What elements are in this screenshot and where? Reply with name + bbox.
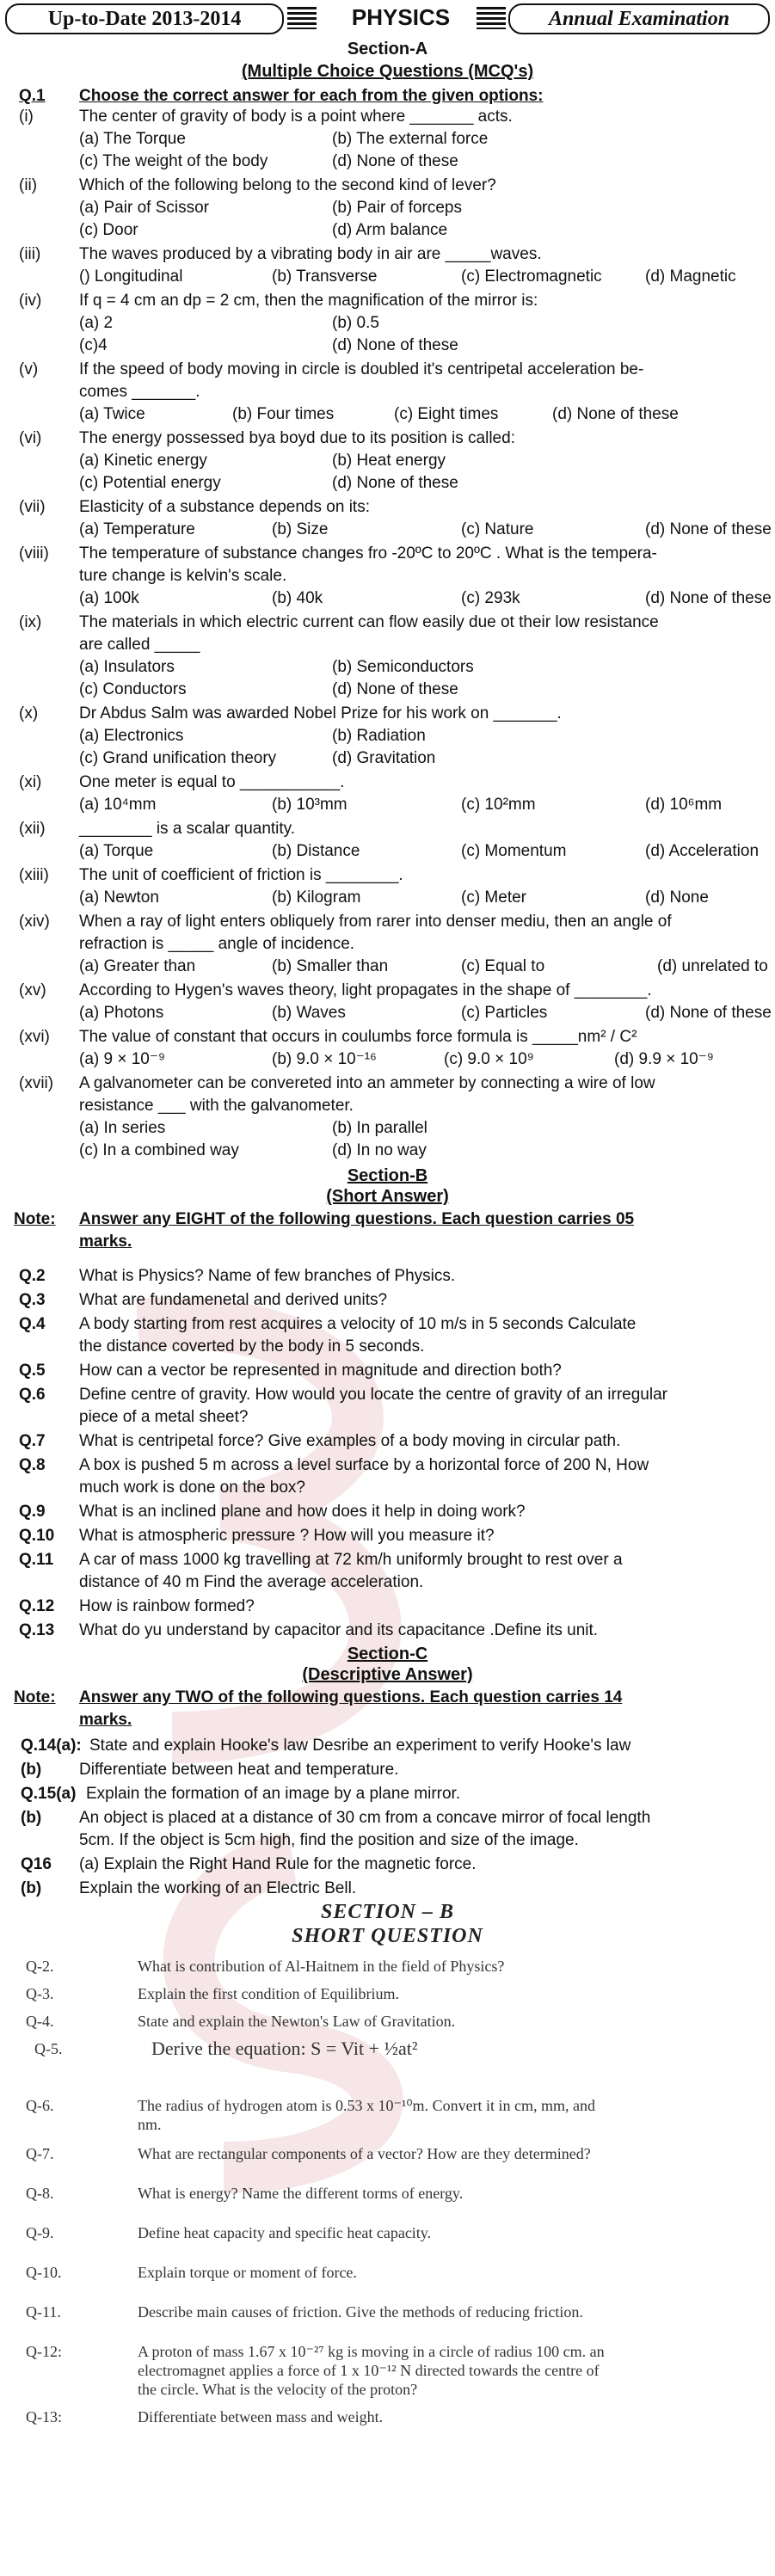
part2-question-text: What is energy? Name the different torms of energy. (138, 2185, 464, 2202)
mcq-option: (a) Temperature (79, 520, 195, 538)
mcq-option: (d) 9.9 × 10⁻⁹ (614, 1050, 714, 1068)
short-question-number: Q.13 (19, 1621, 55, 1639)
mcq-option: (c) In a combined way (79, 1141, 239, 1159)
part2-question-number: Q-4. (26, 2013, 54, 2030)
mcq-option: (c) Particles (461, 1004, 548, 1022)
section-b-subtitle: (Short Answer) (326, 1187, 449, 1206)
mcq-option: (a) 100k (79, 589, 139, 607)
part2-question-number: Q-5. (34, 2040, 63, 2057)
mcq-number: (iii) (19, 245, 41, 263)
long-question-text: An object is placed at a distance of 30 cm from a concave mirror of focal length (79, 1809, 651, 1827)
long-question-number: Q.14(a): (21, 1737, 82, 1755)
part2-question-text: the circle. What is the velocity of the proton? (138, 2381, 418, 2398)
mcq-option: (c) Electromagnetic (461, 267, 602, 286)
short-question-number: Q.5 (19, 1362, 46, 1380)
mcq-question-text: The waves produced by a vibrating body in air are _____waves. (79, 245, 542, 263)
long-question-text: 5cm. If the object is 5cm high, find the position and size of the image. (79, 1831, 579, 1849)
mcq-question-text: resistance ___ with the galvanometer. (79, 1097, 354, 1115)
mcq-option: (b) 10³mm (272, 796, 348, 814)
mcq-option: (c) Grand unification theory (79, 749, 277, 767)
mcq-number: (xi) (19, 773, 42, 791)
long-question-number: Q16 (21, 1855, 52, 1873)
mcq-question-text: If q = 4 cm an dp = 2 cm, then the magnification of the mirror is: (79, 292, 538, 310)
part2-question-text: Describe main causes of friction. Give the methods of reducing friction. (138, 2303, 583, 2321)
mcq-option: (c)4 (79, 336, 108, 354)
long-question-text: (a) Explain the Right Hand Rule for the magnetic force. (79, 1855, 477, 1873)
mcq-option: (a) Electronics (79, 727, 184, 745)
long-question-text: Explain the formation of an image by a plane mirror. (86, 1785, 461, 1803)
mcq-option: (c) Nature (461, 520, 534, 538)
mcq-option: (d) None of these (332, 680, 458, 698)
mcq-option: (d) None of these (332, 474, 458, 492)
mcq-option: (a) Greater than (79, 957, 196, 975)
mcq-question-text: Dr Abdus Salm was awarded Nobel Prize for his work on _______. (79, 704, 562, 722)
short-question-number: Q.10 (19, 1527, 55, 1545)
short-question-number: Q.3 (19, 1291, 46, 1309)
part2-question-number: Q-13: (26, 2408, 62, 2425)
long-question-number: (b) (21, 1809, 42, 1827)
mcq-number: (vi) (19, 429, 42, 447)
mcq-question-text: The materials in which electric current can flow easily due ot their low resistance (79, 613, 659, 631)
part2-question-text: Derive the equation: S = Vit + ½at² (151, 2038, 418, 2059)
mcq-number: (vii) (19, 498, 46, 516)
short-question-text: How can a vector be represented in magnitude and direction both? (79, 1362, 562, 1380)
mcq-question-text: The value of constant that occurs in coulumbs force formula is _____nm² / C² (79, 1028, 637, 1046)
mcq-option: (a) Pair of Scissor (79, 199, 209, 217)
part2-question-text: A proton of mass 1.67 x 10⁻²⁷ kg is moving in a circle of radius 100 cm. an (138, 2343, 605, 2360)
short-question-text: A box is pushed 5 m across a level surface by a horizontal force of 200 N, How (79, 1456, 649, 1474)
section-b-title: Section-B (347, 1166, 428, 1185)
short-question-text: much work is done on the box? (79, 1479, 305, 1497)
mcq-option: (c) Eight times (394, 405, 499, 423)
short-question-number: Q.8 (19, 1456, 46, 1474)
short-question-text: piece of a metal sheet? (79, 1408, 249, 1426)
mcq-number: (iv) (19, 292, 42, 310)
part2-question-number: Q-12: (26, 2343, 62, 2360)
q1-label: Q.1 (19, 87, 46, 105)
mcq-option: (b) Semiconductors (332, 658, 474, 676)
mcq-option: (d) None (645, 888, 709, 907)
section-a-subtitle: (Multiple Choice Questions (MCQ's) (241, 62, 534, 81)
mcq-question-text: A galvanometer can be convereted into an ammeter by connecting a wire of low (79, 1074, 655, 1092)
mcq-option: (a) 10⁴mm (79, 796, 157, 814)
mcq-option: (b) The external force (332, 130, 489, 148)
mcq-option: (d) None of these (645, 520, 772, 538)
mcq-option: (c) 9.0 × 10⁹ (444, 1050, 534, 1068)
header-banner (5, 3, 770, 34)
short-question-text: A body starting from rest acquires a velocity of 10 m/s in 5 seconds Calculate (79, 1315, 637, 1333)
part2-question-text: Define heat capacity and specific heat capacity. (138, 2224, 432, 2241)
part2-subtitle: SHORT QUESTION (292, 1925, 483, 1947)
short-question-text: What is Physics? Name of few branches of Physics. (79, 1267, 456, 1285)
mcq-number: (xvi) (19, 1028, 50, 1046)
long-question-number: (b) (21, 1761, 42, 1779)
mcq-number: (x) (19, 704, 39, 722)
short-question-text: A car of mass 1000 kg travelling at 72 km/h uniformly brought to rest over a (79, 1551, 623, 1569)
mcq-question-text: Which of the following belong to the second kind of lever? (79, 176, 496, 194)
mcq-option: (d) Gravitation (332, 749, 436, 767)
short-question-text: What is an inclined plane and how does it help in doing work? (79, 1503, 526, 1521)
mcq-option: (a) In series (79, 1119, 166, 1137)
part2-question-text: Explain torque or moment of force. (138, 2264, 357, 2281)
section-b-note-cont: marks. (79, 1233, 132, 1251)
header-exam-label: Annual Examination (508, 3, 770, 34)
mcq-option: (b) Heat energy (332, 452, 446, 470)
short-question-text: the distance coverted by the body in 5 seconds. (79, 1337, 425, 1356)
mcq-option: (a) Newton (79, 888, 159, 907)
part2-question-text: What is contribution of Al-Haitnem in the field of Physics? (138, 1958, 505, 1975)
mcq-option: (c) 10²mm (461, 796, 536, 814)
mcq-option: (b) Smaller than (272, 957, 389, 975)
mcq-question-text: Elasticity of a substance depends on its: (79, 498, 370, 516)
part2-question-number: Q-6. (26, 2097, 54, 2114)
mcq-option: (c) Conductors (79, 680, 187, 698)
part2-question-text: State and explain the Newton's Law of Gravitation. (138, 2013, 456, 2030)
mcq-option: (d) 10⁶mm (645, 796, 723, 814)
mcq-question-text: refraction is _____ angle of incidence. (79, 935, 355, 953)
mcq-option: (d) None of these (332, 336, 458, 354)
q1-instruction: Choose the correct answer for each from the given options: (79, 87, 544, 105)
mcq-option: (b) Kilogram (272, 888, 361, 907)
short-question-text: distance of 40 m Find the average acceleration. (79, 1573, 424, 1591)
mcq-option: (b) Four times (232, 405, 335, 423)
mcq-option: (b) Pair of forceps (332, 199, 462, 217)
mcq-option: (d) Magnetic (645, 267, 736, 286)
mcq-option: (a) Twice (79, 405, 145, 423)
mcq-option: (d) None of these (645, 1004, 772, 1022)
mcq-option: (b) 9.0 × 10⁻¹⁶ (272, 1050, 377, 1068)
mcq-option: (b) 0.5 (332, 314, 379, 332)
part2-question-number: Q-9. (26, 2224, 54, 2241)
section-b-note-label: Note: (14, 1210, 56, 1228)
mcq-option: (d) unrelated to (657, 957, 768, 975)
mcq-option: (a) Photons (79, 1004, 164, 1022)
mcq-option: (c) Momentum (461, 842, 567, 860)
mcq-number: (xv) (19, 981, 46, 999)
mcq-number: (xvii) (19, 1074, 54, 1092)
part2-question-number: Q-7. (26, 2145, 54, 2162)
mcq-number: (v) (19, 360, 39, 378)
section-c-subtitle: (Descriptive Answer) (302, 1665, 473, 1684)
mcq-option: (d) Acceleration (645, 842, 760, 860)
mcq-option: (c) 293k (461, 589, 520, 607)
long-question-number: Q.15(a) (21, 1785, 77, 1803)
section-b-note: Answer any EIGHT of the following questions. Each question carries 05 (79, 1210, 635, 1228)
mcq-number: (ii) (19, 176, 38, 194)
header-subject: PHYSICS (351, 4, 451, 30)
short-question-text: How is rainbow formed? (79, 1597, 255, 1615)
mcq-number: (xiii) (19, 866, 49, 884)
mcq-question-text: One meter is equal to ___________. (79, 773, 345, 791)
part2-question-number: Q-3. (26, 1985, 54, 2002)
mcq-number: (viii) (19, 544, 49, 563)
part2-title: SECTION – B (320, 1901, 455, 1923)
mcq-option: (d) None of these (552, 405, 679, 423)
mcq-option: (b) 40k (272, 589, 323, 607)
short-question-text: What are fundamenetal and derived units? (79, 1291, 388, 1309)
mcq-option: (b) Waves (272, 1004, 346, 1022)
mcq-option: (b) Distance (272, 842, 360, 860)
section-c-note-cont: marks. (79, 1711, 132, 1729)
mcq-question-text: comes _______. (79, 383, 200, 401)
short-question-number: Q.11 (19, 1551, 54, 1569)
mcq-option: (c) The weight of the body (79, 152, 268, 170)
short-question-text: What do yu understand by capacitor and its capacitance .Define its unit. (79, 1621, 599, 1639)
header-year-label: Up-to-Date 2013-2014 (5, 3, 284, 34)
mcq-question-text: If the speed of body moving in circle is doubled it's centripetal acceleration be- (79, 360, 644, 378)
mcq-number: (xii) (19, 820, 46, 838)
section-c-title: Section-C (347, 1645, 428, 1663)
part2-question-number: Q-8. (26, 2185, 54, 2202)
mcq-option: (a) The Torque (79, 130, 186, 148)
short-question-number: Q.4 (19, 1315, 46, 1333)
short-question-text: What is centripetal force? Give examples of a body moving in circular path. (79, 1432, 621, 1450)
mcq-number: (ix) (19, 613, 42, 631)
long-question-number: (b) (21, 1879, 42, 1897)
mcq-option: (d) Arm balance (332, 221, 448, 239)
part2-question-number: Q-10. (26, 2264, 62, 2281)
mcq-option: (a) 9 × 10⁻⁹ (79, 1050, 166, 1068)
long-question-text: Differentiate between heat and temperature. (79, 1761, 399, 1779)
part2-question-text: What are rectangular components of a vector? How are they determined? (138, 2145, 591, 2162)
mcq-option: (c) Meter (461, 888, 526, 907)
mcq-question-text: When a ray of light enters obliquely from rarer into denser mediu, then an angle of (79, 913, 672, 931)
mcq-question-text: The unit of coefficient of friction is ________. (79, 866, 403, 884)
mcq-option: (a) 2 (79, 314, 114, 332)
short-question-text: What is atmospheric pressure ? How will you measure it? (79, 1527, 495, 1545)
header-stripes-right (477, 7, 506, 29)
part2-question-text: electromagnet applies a force of 1 x 10⁻¹² N directed towards the centre of (138, 2362, 600, 2379)
mcq-option: (c) Door (79, 221, 138, 239)
part2-question-text: Explain the first condition of Equilibrium. (138, 1985, 399, 2002)
mcq-option: (b) In parallel (332, 1119, 427, 1137)
mcq-question-text: are called _____ (79, 636, 200, 654)
mcq-question-text: ________ is a scalar quantity. (79, 820, 296, 838)
mcq-option: (b) Transverse (272, 267, 378, 286)
part2-question-number: Q-11. (26, 2303, 61, 2321)
part2-question-number: Q-2. (26, 1958, 54, 1975)
long-question-text: Explain the working of an Electric Bell. (79, 1879, 357, 1897)
mcq-option: (a) Insulators (79, 658, 175, 676)
mcq-question-text: ture change is kelvin's scale. (79, 567, 287, 585)
short-question-number: Q.12 (19, 1597, 55, 1615)
mcq-question-text: The temperature of substance changes fro -20ºC to 20ºC . What is the tempera- (79, 544, 657, 563)
mcq-option: (a) Kinetic energy (79, 452, 207, 470)
mcq-number: (i) (19, 108, 34, 126)
mcq-option: (d) In no way (332, 1141, 427, 1159)
short-question-text: Define centre of gravity. How would you locate the centre of gravity of an irregular (79, 1386, 667, 1404)
mcq-option: (c) Potential energy (79, 474, 221, 492)
part2-question-text: Differentiate between mass and weight. (138, 2408, 384, 2425)
short-question-number: Q.9 (19, 1503, 46, 1521)
section-c-note-label: Note: (14, 1688, 56, 1706)
mcq-number: (xiv) (19, 913, 50, 931)
short-question-number: Q.6 (19, 1386, 46, 1404)
mcq-option: () Longitudinal (79, 267, 183, 286)
long-question-text: State and explain Hooke's law Desribe an experiment to verify Hooke's law (89, 1737, 631, 1755)
short-question-number: Q.7 (19, 1432, 46, 1450)
mcq-option: (d) None of these (332, 152, 458, 170)
mcq-option: (c) Equal to (461, 957, 545, 975)
mcq-question-text: The center of gravity of body is a point where _______ acts. (79, 108, 513, 126)
part2-question-text: nm. (138, 2116, 162, 2133)
mcq-question-text: The energy possessed bya boyd due to its position is called: (79, 429, 515, 447)
section-a-title: Section-A (347, 40, 428, 58)
mcq-question-text: According to Hygen's waves theory, light propagates in the shape of ________. (79, 981, 652, 999)
mcq-option: (b) Radiation (332, 727, 426, 745)
part2-question-text: The radius of hydrogen atom is 0.53 x 10⁻¹⁰m. Convert it in cm, mm, and (138, 2097, 596, 2114)
section-c-note: Answer any TWO of the following questions. Each question carries 14 (79, 1688, 623, 1706)
mcq-option: (d) None of these (645, 589, 772, 607)
mcq-option: (b) Size (272, 520, 329, 538)
mcq-option: (a) Torque (79, 842, 154, 860)
short-question-number: Q.2 (19, 1267, 46, 1285)
header-stripes-left (287, 7, 317, 29)
